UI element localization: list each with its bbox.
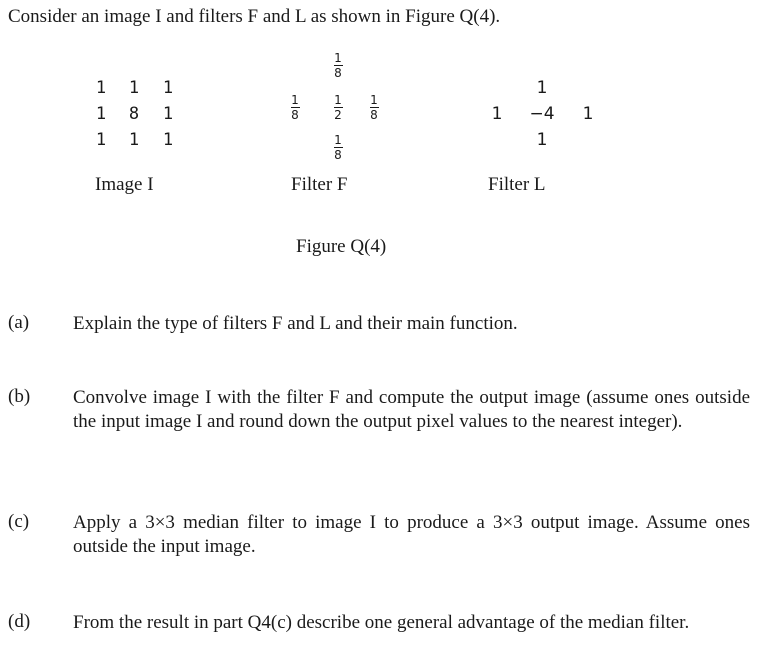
fraction-numerator: 1: [334, 93, 342, 107]
image-i-cell: 1: [162, 130, 174, 150]
filter-l-center: −4: [529, 104, 555, 124]
image-i-cell: 1: [162, 78, 174, 98]
figure-caption: Figure Q(4): [296, 236, 387, 257]
image-i-cell: 1: [95, 130, 107, 150]
filter-f-left-fraction: [287, 94, 303, 121]
question-b-label: (b): [8, 386, 31, 407]
filter-l-right: 1: [582, 104, 594, 124]
filter-f-right-fraction: [366, 94, 382, 121]
filter-f-bottom-fraction: [330, 134, 346, 161]
question-d-text: From the result in part Q4(c) describe one general advantage of the median filter.: [73, 612, 690, 633]
question-a-label: (a): [8, 312, 30, 333]
fraction-denominator: 2: [334, 108, 342, 122]
filter-l-bottom: 1: [536, 130, 548, 150]
image-i-cell: 1: [95, 78, 107, 98]
question-b-text: Convolve image I with the filter F and compute the output image (assume ones outside the input image I and round down the output pixel values to the nearest integer).: [73, 387, 750, 432]
filter-l-left: 1: [491, 104, 503, 124]
filter-f-top-fraction: [330, 52, 346, 79]
question-a-text: Explain the type of filters F and L and their main function.: [73, 313, 518, 334]
fraction-numerator: 1: [291, 93, 299, 107]
filter-l-caption: Filter L: [488, 174, 546, 195]
question-c-label: (c): [8, 511, 30, 532]
fraction-denominator: 8: [370, 108, 378, 122]
image-i-cell: 1: [128, 130, 140, 150]
image-i-caption: Image I: [95, 174, 154, 195]
fraction-numerator: 1: [334, 133, 342, 147]
intro-text: Consider an image I and filters F and L as shown in Figure Q(4).: [8, 6, 501, 27]
image-i-cell: 8: [128, 104, 140, 124]
filter-f-caption: Filter F: [291, 174, 348, 195]
image-i-cell: 1: [128, 78, 140, 98]
image-i-cell: 1: [162, 104, 174, 124]
fraction-denominator: 8: [334, 66, 342, 80]
fraction-denominator: 8: [291, 108, 299, 122]
image-i-cell: 1: [95, 104, 107, 124]
fraction-denominator: 8: [334, 148, 342, 162]
fraction-numerator: 1: [370, 93, 378, 107]
fraction-numerator: 1: [334, 51, 342, 65]
question-d-label: (d): [8, 611, 31, 632]
question-c-text: Apply a 3×3 median filter to image I to produce a 3×3 output image. Assume ones outside the input image.: [73, 512, 750, 557]
filter-l-top: 1: [536, 78, 548, 98]
filter-f-center-fraction: [330, 94, 346, 121]
